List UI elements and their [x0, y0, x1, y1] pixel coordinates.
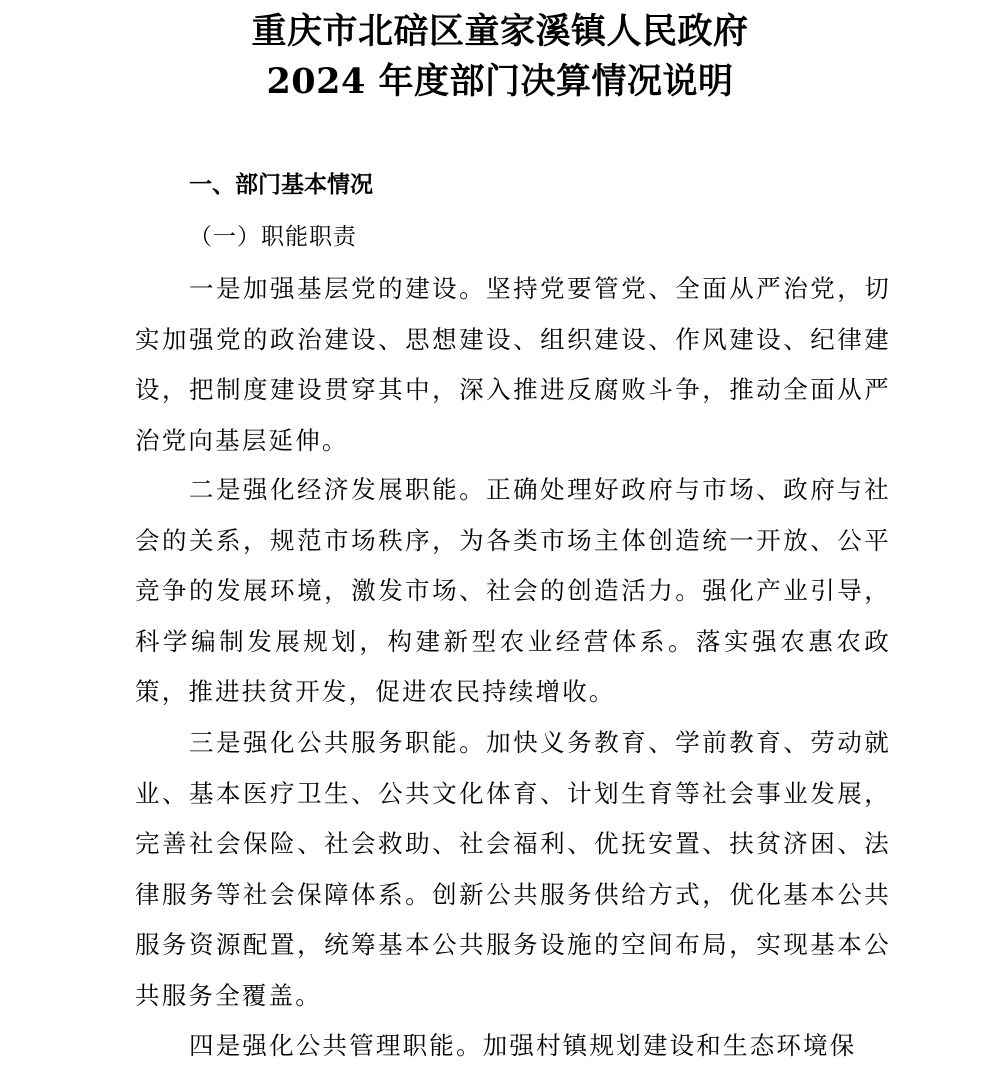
document-title-line-2: 2024 年度部门决算情况说明 — [266, 61, 734, 102]
paragraph-public-management: 四是强化公共管理职能。加强村镇规划建设和生态环境保 — [189, 1031, 857, 1060]
section-heading: 一、部门基本情况 — [189, 172, 373, 198]
paragraph-economic-development: 二是强化经济发展职能。正确处理好政府与市场、政府与社会的关系，规范市场秩序，为各类市场主体创造统一开放、公平竞争的发展环境，激发市场、社会的创造活力。强化产业引导，科学编制发展规划，构建新型农业经营体系。落实强农惠农政策，推进扶贫开发，促进农民持续增收。 — [135, 475, 891, 707]
paragraph-public-service: 三是强化公共服务职能。加快义务教育、学前教育、劳动就业、基本医疗卫生、公共文化体育、计划生育等社会事业发展，完善社会保险、社会救助、社会福利、优抚安置、扶贫济困、法律服务等社会保障体系。创新公共服务供给方式，优化基本公共服务资源配置，统筹基本公共服务设施的空间布局，实现基本公共服务全覆盖。 — [135, 728, 891, 1010]
document-title-line-1: 重庆市北碚区童家溪镇人民政府 — [251, 11, 749, 52]
subsection-heading: （一）职能职责 — [189, 224, 357, 250]
paragraph-party-building: 一是加强基层党的建设。坚持党要管党、全面从严治党，切实加强党的政治建设、思想建设、组织建设、作风建设、纪律建设，把制度建设贯穿其中，深入推进反腐败斗争，推动全面从严治党向基层延伸。 — [135, 274, 891, 455]
